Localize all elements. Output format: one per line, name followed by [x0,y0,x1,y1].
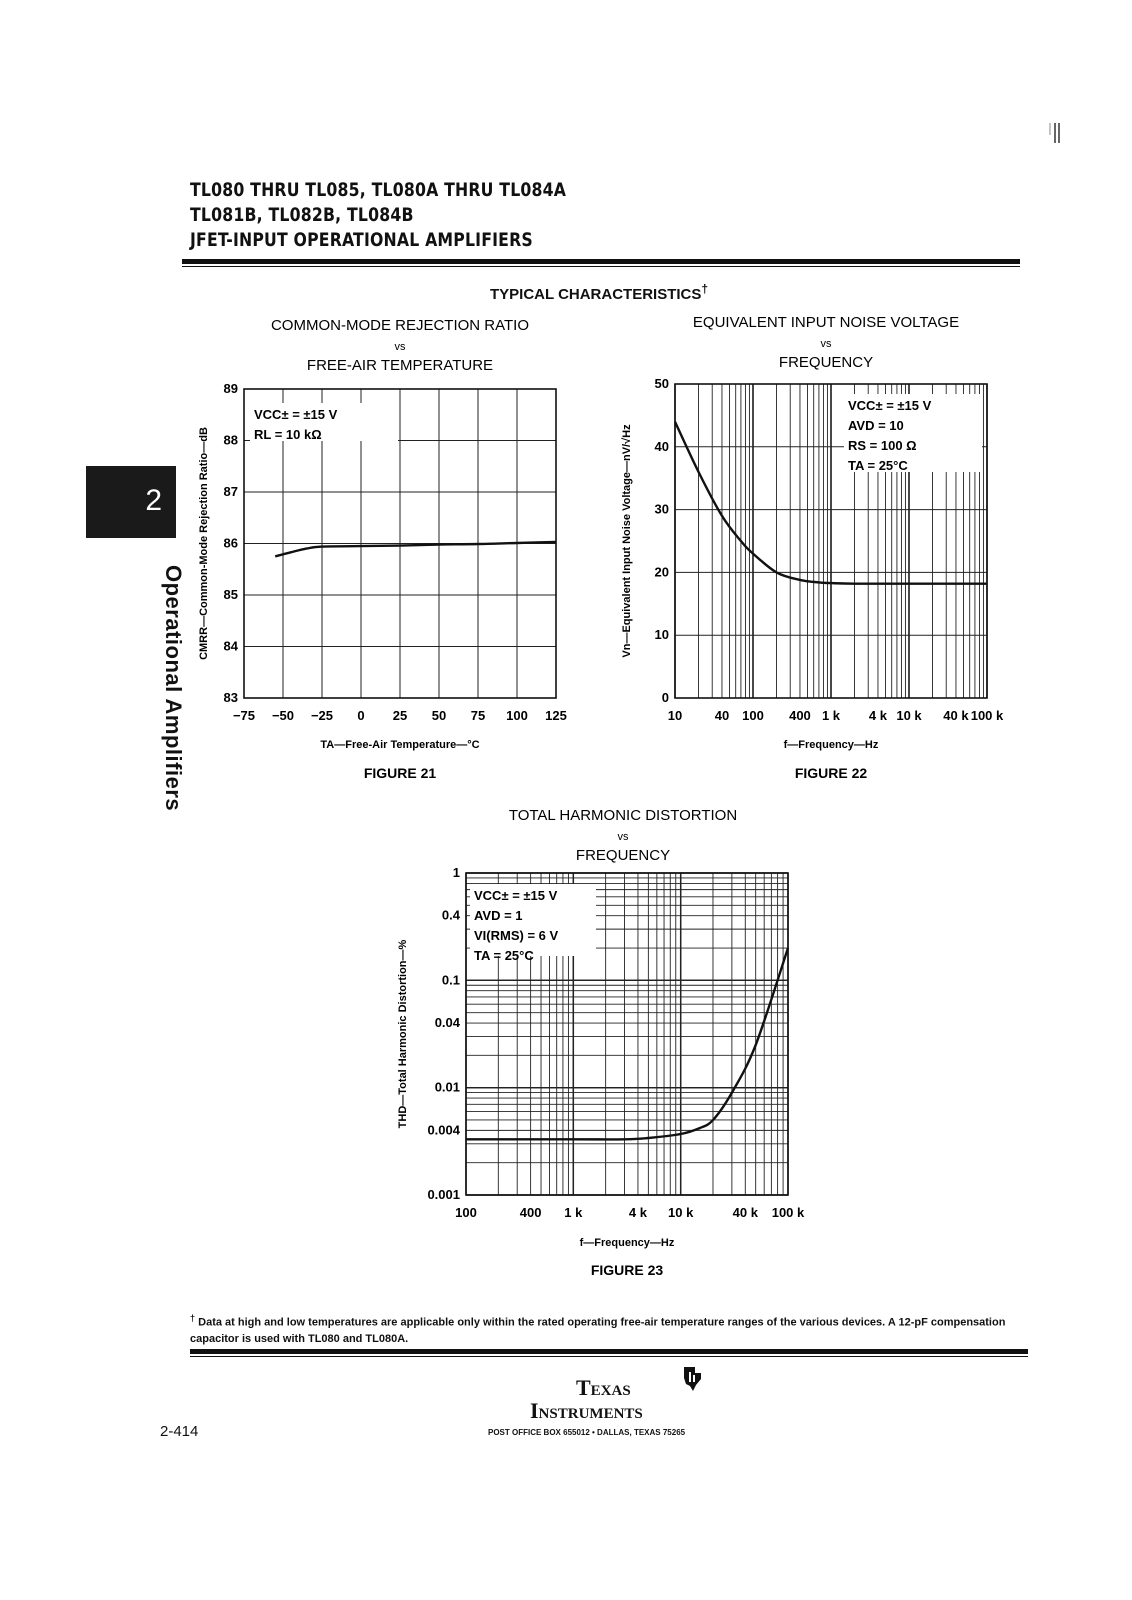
header-line-1: TL080 THRU TL085, TL080A THRU TL084A [190,179,567,201]
annotation-line: VCC± = ±15 V [254,407,338,422]
footer-rule [190,1349,1028,1354]
footnote-dagger: † [190,1313,196,1323]
chart-title-line: vs [820,338,832,350]
y-axis-label: Vn—Equivalent Input Noise Voltage—nV/√Hz [621,424,633,658]
x-axis-label: f—Frequency—Hz [579,1237,675,1249]
chapter-label: Operational Amplifiers [161,565,186,812]
company-line-2: Instruments [530,1398,643,1423]
chart-title-line: TOTAL HARMONIC DISTORTION [508,807,738,824]
y-tick-label: 89 [223,381,238,396]
chart-title-line: FREQUENCY [778,354,874,371]
header-line-2: TL081B, TL082B, TL084B [190,204,414,226]
annotation-line: TA = 25°C [474,948,534,963]
y-axis-label: CMRR—Common-Mode Rejection Ratio—dB [198,427,210,660]
x-tick-label: 4 k [628,1205,647,1220]
x-tick-label: 50 [431,708,447,723]
annotation-line: AVD = 1 [474,908,523,923]
y-tick-label: 10 [654,627,669,643]
footer-rule-thin [190,1356,1028,1357]
page-number: 2-414 [160,1423,199,1440]
x-tick-label: 10 k [668,1205,694,1220]
x-tick-label: 100 [506,708,528,723]
x-tick-label: 1 k [564,1205,583,1220]
company-logo-text [530,1376,643,1422]
annotation-line: RL = 10 kΩ [254,427,322,442]
series-line [275,542,556,556]
annotation-line: RS = 100 Ω [848,438,917,453]
y-tick-label: 88 [223,432,238,448]
section-dagger: † [701,282,709,296]
footnote [190,1310,1050,1347]
section-title-text: TYPICAL CHARACTERISTICS [490,286,702,303]
figure-label: FIGURE 21 [363,765,437,781]
figure-label: FIGURE 22 [794,765,868,781]
company-address: POST OFFICE BOX 655012 • DALLAS, TEXAS 75265 [488,1428,686,1437]
x-tick-label: 40 k [732,1205,758,1220]
x-tick-label: 40 k [943,708,969,723]
annotation-line: VCC± = ±15 V [474,888,558,903]
y-tick-label: 0.004 [427,1122,460,1138]
chapter-number: 2 [145,484,162,517]
y-tick-label: 84 [223,638,238,654]
figure-label: FIGURE 23 [590,1262,664,1278]
series-line [466,948,788,1139]
y-tick-label: 0.04 [434,1015,460,1031]
x-tick-label: −25 [310,708,334,723]
y-tick-label: 0.4 [441,907,460,923]
footnote-text: Data at high and low temperatures are applicable only within the rated operating free-air temperature ranges of the various devices. A 12-pF compensation capacitor is used with TL080 and TL080A. [190,1316,1006,1345]
x-axis-label: TA—Free-Air Temperature—°C [320,739,480,751]
chart-2 [621,314,1004,781]
chart-title-line: FREQUENCY [575,847,671,864]
annotation-line: AVD = 10 [848,418,904,433]
y-tick-label: 0.1 [441,972,460,988]
x-tick-label: 0 [357,708,365,723]
chart-title-line: vs [394,341,406,353]
chart-3 [397,807,805,1278]
company-line-1: Texas [576,1375,631,1400]
header-line-3: JFET-INPUT OPERATIONAL AMPLIFIERS [190,229,533,251]
y-tick-label: 0.001 [427,1187,460,1202]
x-tick-label: 4 k [868,708,887,723]
y-tick-label: 50 [654,376,669,391]
x-tick-label: 40 [714,708,730,723]
chart-title-line: COMMON-MODE REJECTION RATIO [270,317,530,334]
x-tick-label: 400 [519,1205,542,1220]
y-tick-label: 40 [654,438,669,454]
y-axis-label: THD—Total Harmonic Distortion—% [397,939,409,1129]
chart-title-line: EQUIVALENT INPUT NOISE VOLTAGE [692,314,960,331]
x-tick-label: 100 [455,1205,477,1220]
y-tick-label: 83 [223,690,238,705]
chart-title-line: vs [617,831,629,843]
y-tick-label: 1 [452,865,460,880]
y-tick-label: 0.01 [434,1079,460,1095]
x-tick-label: 1 k [821,708,841,723]
chart-title-line: FREE-AIR TEMPERATURE [306,357,494,374]
annotation-line: TA = 25°C [848,458,908,473]
y-tick-label: 87 [223,484,238,499]
x-tick-label: 10 [667,708,683,723]
x-tick-label: 10 k [896,708,922,723]
y-tick-label: 20 [654,564,669,580]
x-tick-label: 25 [392,708,408,723]
chart-1 [198,317,567,781]
x-tick-label: 400 [789,708,811,723]
x-tick-label: 100 k [771,1205,805,1220]
y-tick-label: 85 [223,587,238,602]
y-tick-label: 0 [661,690,669,705]
x-tick-label: 100 k [970,708,1004,723]
x-tick-label: −75 [232,708,256,723]
x-tick-label: 125 [545,708,567,723]
y-tick-label: 86 [223,535,238,551]
x-axis-label: f—Frequency—Hz [783,739,879,751]
x-tick-label: 100 [742,708,764,723]
x-tick-label: 75 [470,708,486,723]
annotation-line: VI(RMS) = 6 V [474,928,559,943]
annotation-line: VCC± = ±15 V [848,398,932,413]
texas-logo-icon [682,1364,702,1392]
x-tick-label: −50 [271,708,295,723]
y-tick-label: 30 [654,501,669,517]
